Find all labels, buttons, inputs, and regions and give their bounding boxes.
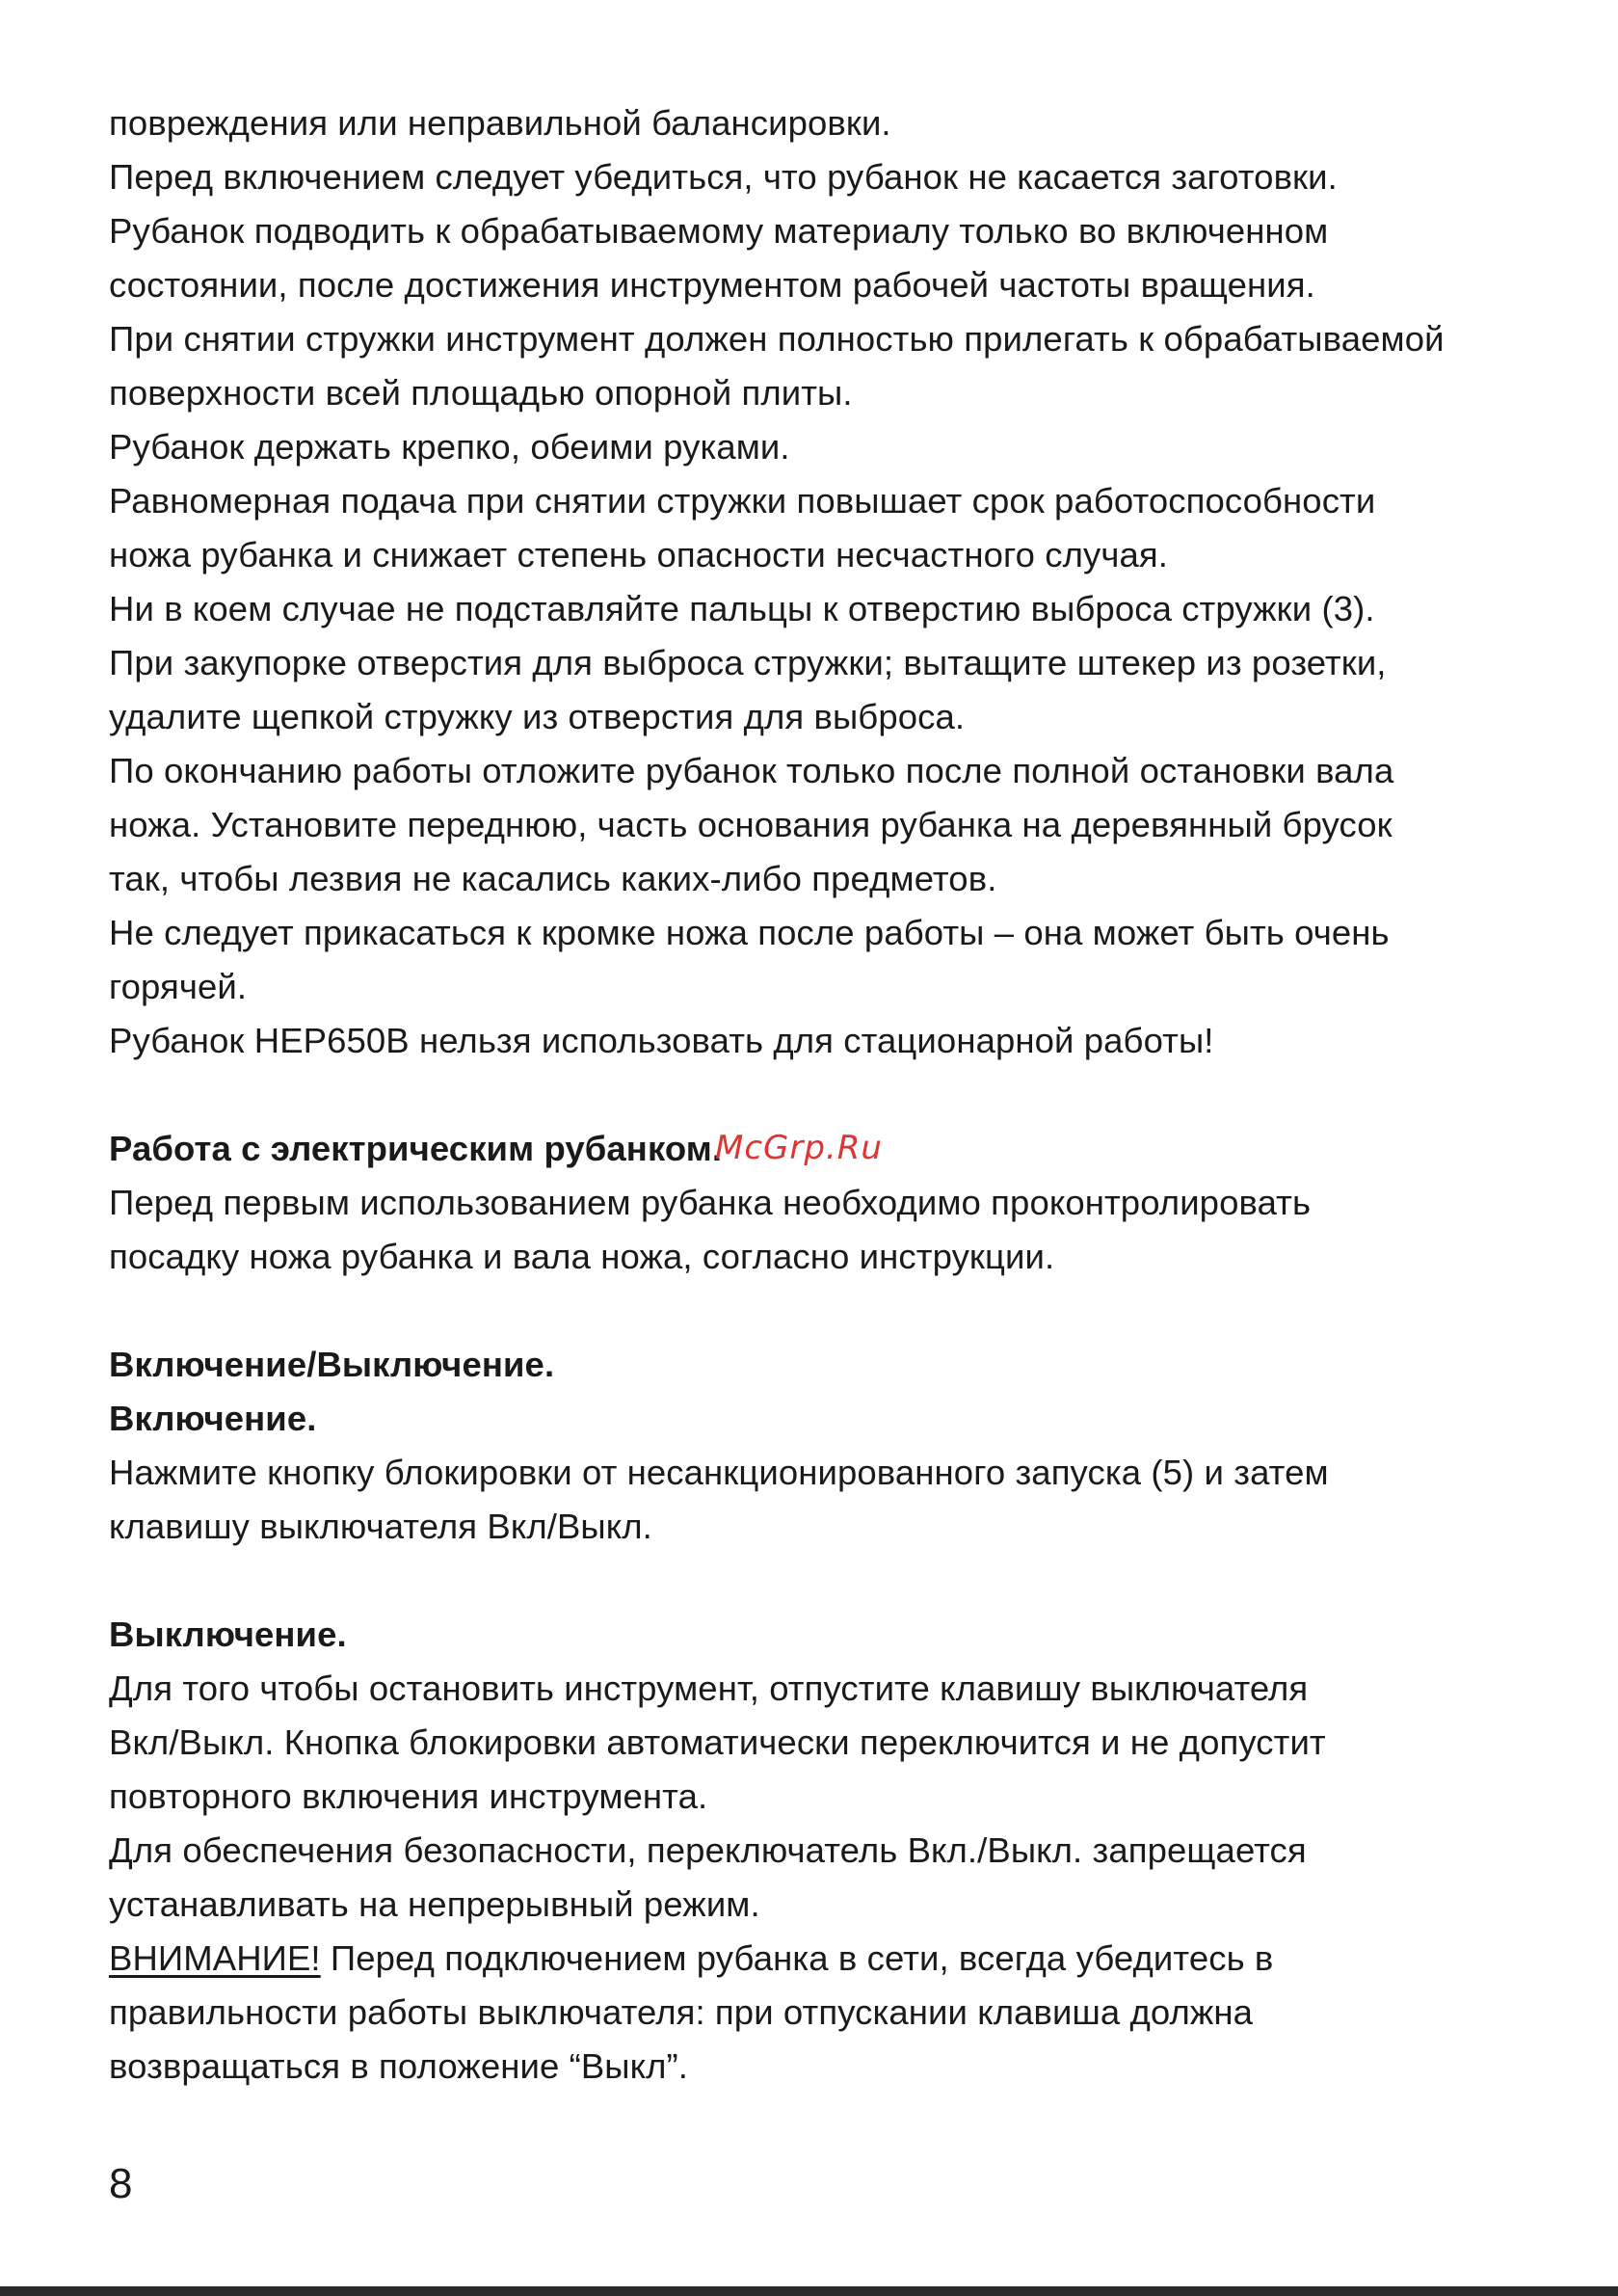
text-line: повторного включения инструмента. <box>109 1776 708 1816</box>
paragraph-gap <box>109 1068 1535 1122</box>
text-line: Ни в коем случае не подставляйте пальцы к отверстию выброса стружки (3). <box>109 589 1375 628</box>
text-line: поверхности всей площадью опорной плиты. <box>109 373 853 413</box>
section-heading: Включение. <box>109 1399 317 1438</box>
section-heading: Включение/Выключение. <box>109 1345 555 1384</box>
bottom-rule <box>0 2286 1618 2296</box>
text-line: Не следует прикасаться к кромке ножа после работы – она может быть очень <box>109 913 1390 952</box>
text-line: ножа рубанка и снижает степень опасности несчастного случая. <box>109 535 1168 574</box>
text-line: состоянии, после достижения инструментом рабочей частоты вращения. <box>109 265 1315 305</box>
text-line: так, чтобы лезвия не касались каких-либо предметов. <box>109 859 997 898</box>
paragraph-gap <box>109 1554 1535 1608</box>
text-line: Рубанок HEP650B нельзя использовать для стационарной работы! <box>109 1021 1214 1060</box>
text-line: горячей. <box>109 967 248 1006</box>
page-number: 8 <box>109 2160 133 2207</box>
text-line: При закупорке отверстия для выброса стружки; вытащите штекер из розетки, <box>109 643 1387 682</box>
text-line: Для того чтобы остановить инструмент, отпустите клавишу выключателя <box>109 1669 1309 1708</box>
document-body <box>109 96 1535 2094</box>
text-line: возвращаться в положение “Выкл”. <box>109 2046 689 2086</box>
watermark-logo: McGrp.Ru <box>715 1129 883 1167</box>
text-line: При снятии стружки инструмент должен полностью прилегать к обрабатываемой <box>109 319 1445 359</box>
text-line: ножа. Установите переднюю, часть основания рубанка на деревянный брусок <box>109 805 1393 844</box>
text-line: Рубанок подводить к обрабатываемому материалу только во включенном <box>109 211 1329 251</box>
text-line: правильности работы выключателя: при отпускании клавиша должна <box>109 1992 1254 2032</box>
warning-label: ВНИМАНИЕ! <box>109 1938 321 1978</box>
section-heading: Работа с электрическим рубанком. <box>109 1129 723 1168</box>
text-line: Нажмите кнопку блокировки от несанкционированного запуска (5) и затем <box>109 1453 1329 1492</box>
text-line: Рубанок держать крепко, обеими руками. <box>109 427 790 467</box>
text-line: клавишу выключателя Вкл/Выкл. <box>109 1507 652 1546</box>
text-line: По окончанию работы отложите рубанок только после полной остановки вала <box>109 751 1394 790</box>
text-line: Перед включением следует убедиться, что рубанок не касается заготовки. <box>109 157 1338 197</box>
text-line: Равномерная подача при снятии стружки повышает срок работоспособности <box>109 481 1376 521</box>
text-line: повреждения или неправильной балансировки. <box>109 103 891 143</box>
text-line: Для обеспечения безопасности, переключатель Вкл./Выкл. запрещается <box>109 1830 1307 1870</box>
text-line: посадку ножа рубанка и вала ножа, согласно инструкции. <box>109 1237 1055 1276</box>
text-line: удалите щепкой стружку из отверстия для выброса. <box>109 697 966 736</box>
section-heading: Выключение. <box>109 1615 347 1654</box>
warning-text: Перед подключением рубанка в сети, всегда убедитесь в <box>320 1938 1274 1978</box>
text-line: Вкл/Выкл. Кнопка блокировки автоматически переключится и не допустит <box>109 1722 1326 1762</box>
warning-line <box>109 1932 1535 1986</box>
text-line: устанавливать на непрерывный режим. <box>109 1884 760 1924</box>
paragraph-gap <box>109 1284 1535 1338</box>
text-line: Перед первым использованием рубанка необходимо проконтролировать <box>109 1183 1312 1222</box>
